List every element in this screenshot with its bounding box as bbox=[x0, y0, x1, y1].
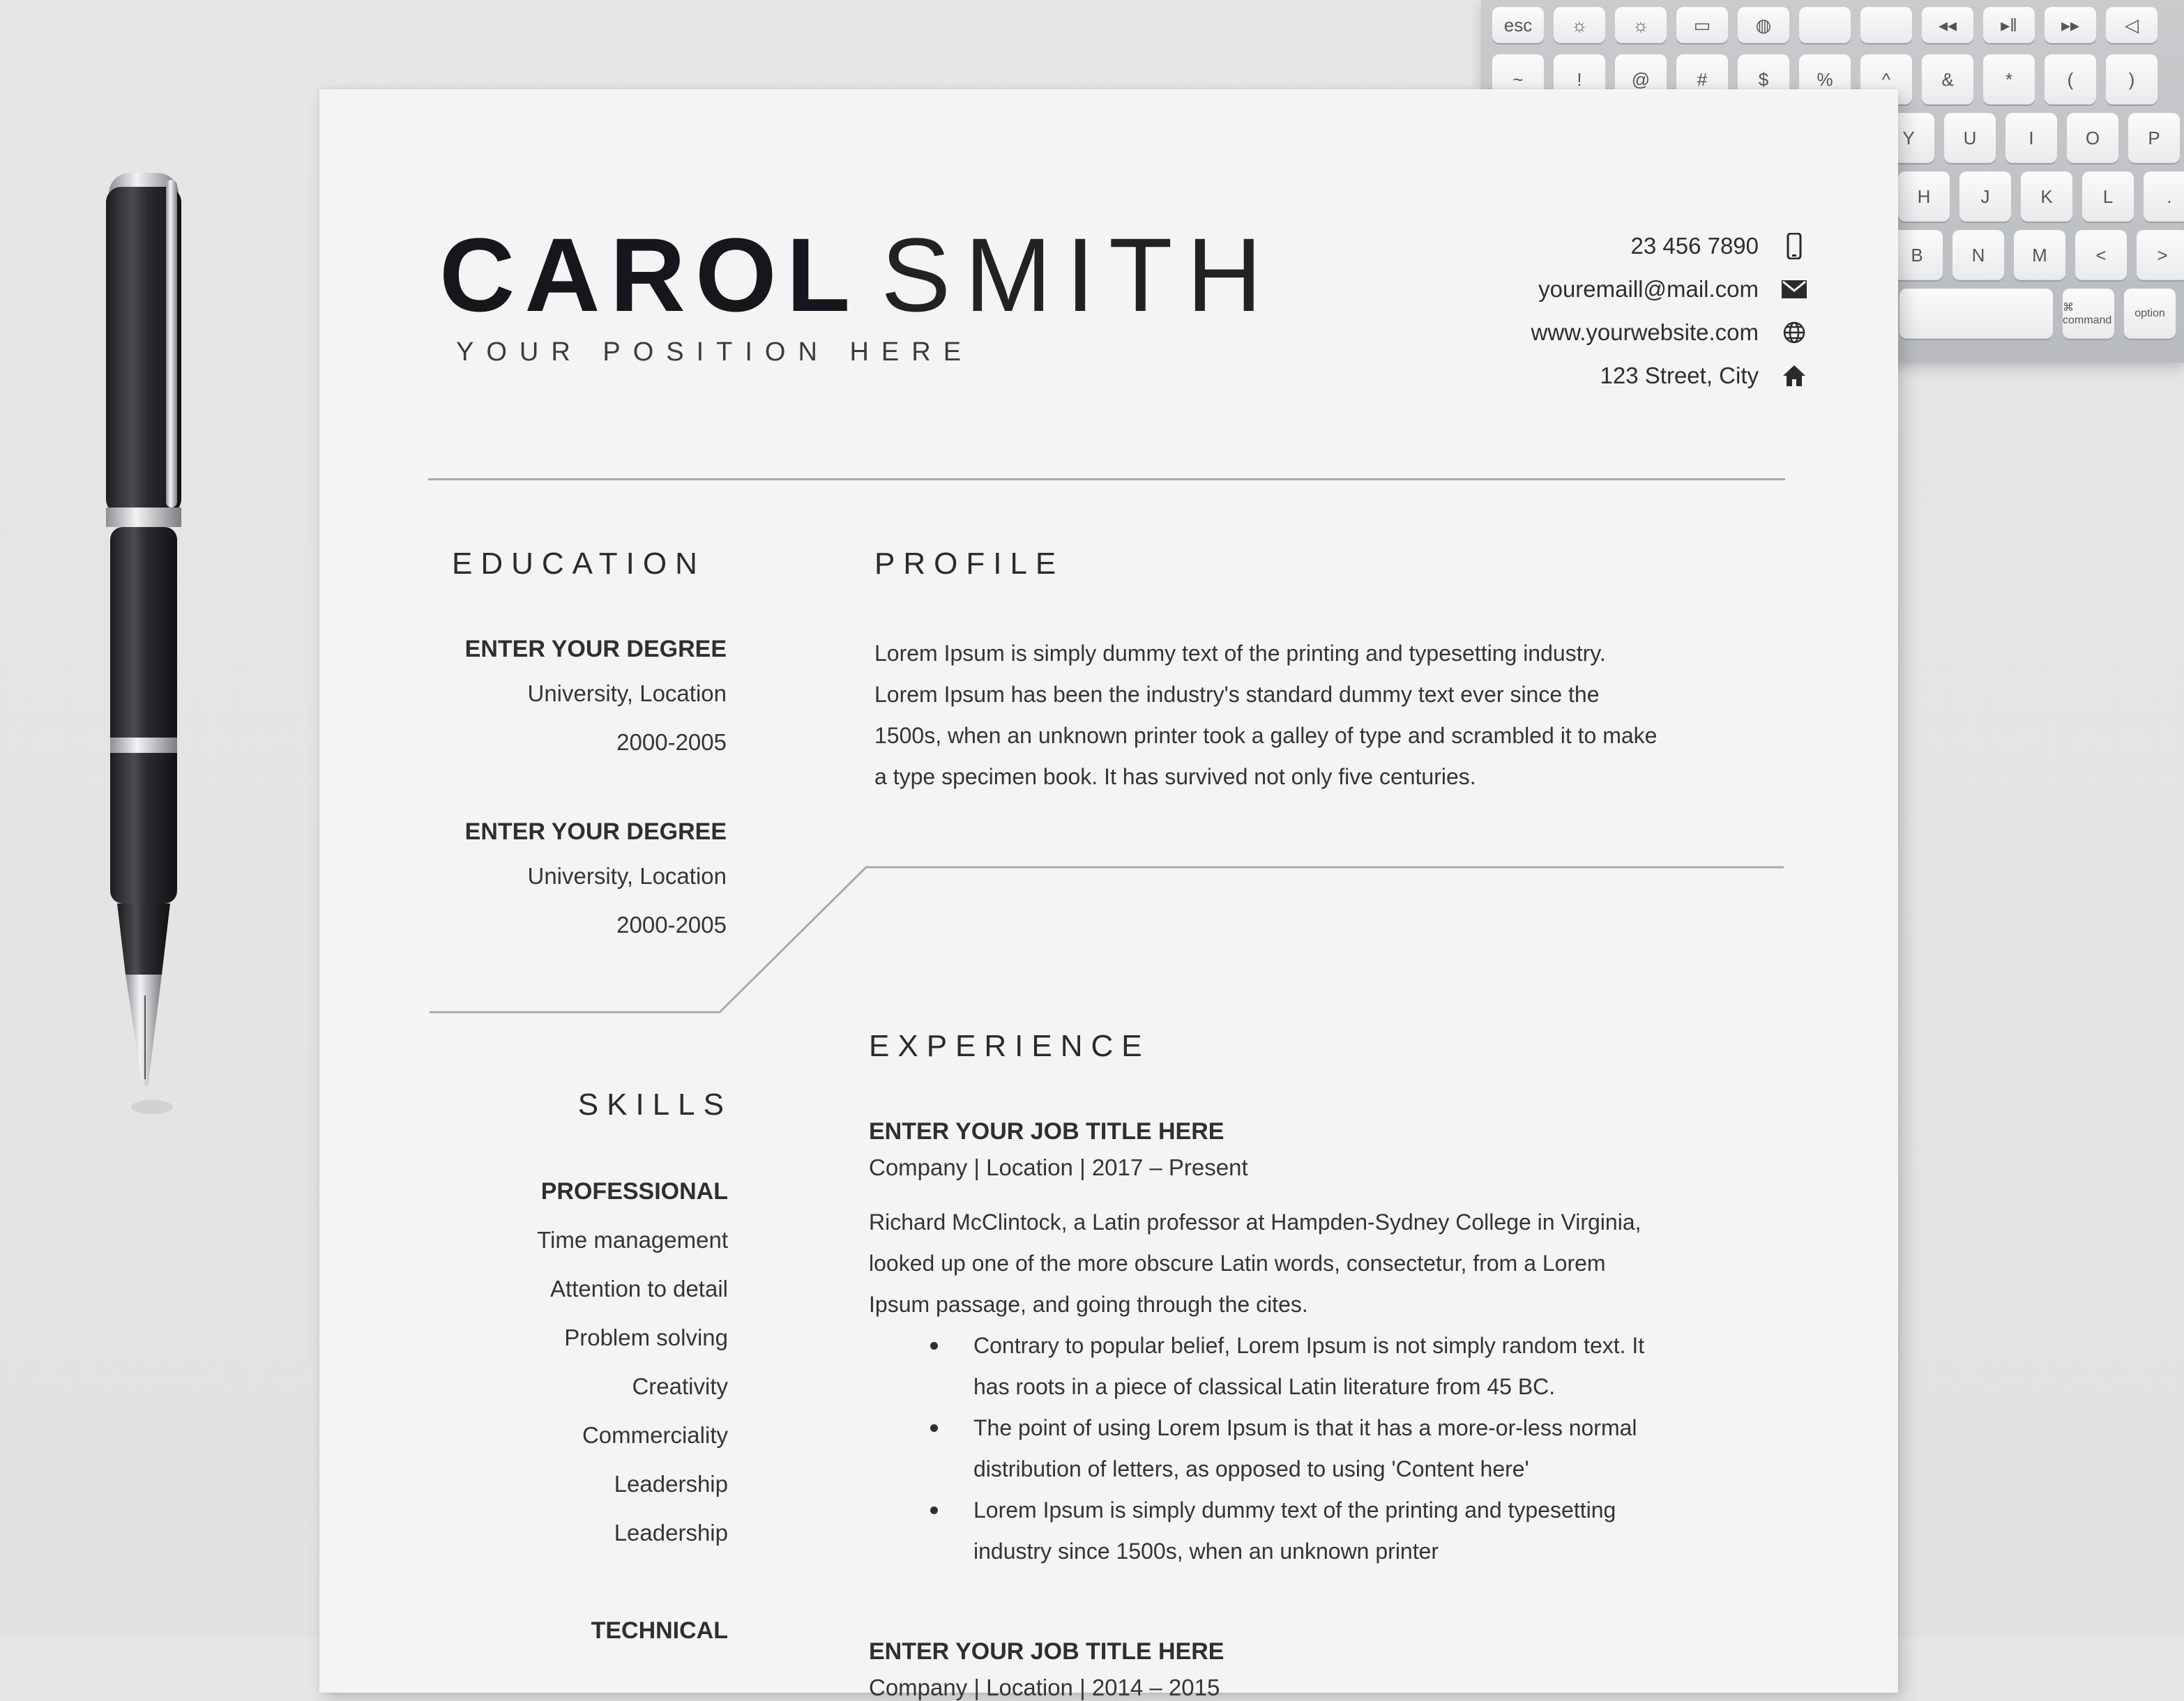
resume-page bbox=[319, 89, 1898, 1700]
key-forward: ▸▸ bbox=[2045, 7, 2096, 43]
key-h: H bbox=[1898, 171, 1950, 222]
bullet-dot bbox=[930, 1424, 938, 1432]
key-8: * bbox=[1983, 54, 2035, 105]
key-2: @ bbox=[1615, 54, 1667, 105]
website-text: www.yourwebsite.com bbox=[1531, 319, 1759, 345]
key-comma: < bbox=[2075, 230, 2127, 280]
bullet-line: has roots in a piece of classical Latin literature from 45 BC. bbox=[973, 1374, 1556, 1399]
experience-heading: EXPERIENCE bbox=[869, 1029, 1151, 1063]
key-period: > bbox=[2137, 230, 2184, 280]
key-j: J bbox=[1959, 171, 2011, 222]
education-years: 2000-2005 bbox=[616, 729, 727, 755]
job-entry bbox=[869, 1118, 1789, 1572]
bullet-item-cont bbox=[869, 1449, 1789, 1490]
bullet-line: industry since 1500s, when an unknown printer bbox=[973, 1539, 1439, 1564]
key-7: & bbox=[1922, 54, 1973, 105]
professional-skills-list bbox=[430, 1227, 728, 1569]
job-title: ENTER YOUR JOB TITLE HERE bbox=[869, 1638, 1224, 1665]
profile-line: 1500s, when an unknown printer took a galley of type and scrambled it to make bbox=[874, 723, 1658, 748]
profile-line: a type specimen book. It has survived not only five centuries. bbox=[874, 764, 1476, 789]
bullet-dot bbox=[930, 1342, 938, 1350]
key-dashboard: ◍ bbox=[1738, 7, 1789, 43]
skill-item: Leadership bbox=[614, 1471, 728, 1497]
key-y: Y bbox=[1883, 113, 1934, 163]
job-title: ENTER YOUR JOB TITLE HERE bbox=[869, 1118, 1224, 1145]
address-text: 123 Street, City bbox=[1600, 363, 1759, 388]
key-6: ^ bbox=[1860, 54, 1912, 105]
key-0: ) bbox=[2106, 54, 2158, 105]
profile-heading: PROFILE bbox=[874, 547, 1065, 581]
job-meta: Company | Location | 2014 – 2015 bbox=[869, 1675, 1220, 1700]
profile-line: Lorem Ipsum is simply dummy text of the printing and typesetting industry. bbox=[874, 641, 1606, 666]
education-heading: EDUCATION bbox=[452, 547, 706, 581]
skill-item: Attention to detail bbox=[549, 1276, 728, 1302]
key-play: ▸ǁ bbox=[1983, 7, 2035, 43]
professional-skills-label: PROFESSIONAL bbox=[540, 1178, 728, 1205]
key-l: L bbox=[2082, 171, 2134, 222]
email-text: youremaill@mail.com bbox=[1538, 276, 1759, 302]
skill-item: Problem solving bbox=[564, 1325, 728, 1350]
education-entry bbox=[430, 636, 727, 663]
bullet-item bbox=[869, 1408, 1789, 1449]
key-option: option bbox=[2124, 289, 2176, 339]
skill-item: Leadership bbox=[614, 1520, 728, 1546]
key-5: % bbox=[1799, 54, 1851, 105]
school-location: University, Location bbox=[527, 863, 727, 889]
bullet-line: distribution of letters, as opposed to using 'Content here' bbox=[973, 1456, 1529, 1481]
key-9: ( bbox=[2045, 54, 2096, 105]
position-title: YOUR POSITION HERE bbox=[456, 337, 974, 367]
key-mute: ◁ bbox=[2106, 7, 2158, 43]
skill-item: Time management bbox=[537, 1227, 728, 1253]
degree-title: ENTER YOUR DEGREE bbox=[464, 636, 727, 662]
key-f5 bbox=[1799, 7, 1851, 43]
job-description-line: Richard McClintock, a Latin professor at Hampden-Sydney College in Virginia, bbox=[869, 1210, 1641, 1235]
bullet-item-cont bbox=[869, 1366, 1789, 1408]
key-4: $ bbox=[1738, 54, 1789, 105]
profile-text bbox=[874, 633, 1781, 798]
key-brightness-up: ☼ bbox=[1615, 7, 1667, 43]
key-command: ⌘ command bbox=[2063, 289, 2114, 339]
bullet-item-cont bbox=[869, 1531, 1789, 1572]
key-space bbox=[1899, 289, 2053, 339]
bullet-line: Contrary to popular belief, Lorem Ipsum is not simply random text. It bbox=[973, 1333, 1645, 1358]
key-semicolon: . bbox=[2144, 171, 2184, 222]
key-p: P bbox=[2128, 113, 2180, 163]
job-meta: Company | Location | 2017 – Present bbox=[869, 1154, 1248, 1180]
job-description-line: Ipsum passage, and going through the cites. bbox=[869, 1292, 1308, 1317]
key-tilde: ~ bbox=[1492, 54, 1544, 105]
skill-item: Commerciality bbox=[582, 1422, 728, 1448]
key-o: O bbox=[2067, 113, 2118, 163]
bullet-line: The point of using Lorem Ipsum is that it has a more-or-less normal bbox=[973, 1415, 1637, 1440]
bullet-item bbox=[869, 1325, 1789, 1366]
skill-item: Creativity bbox=[632, 1373, 728, 1399]
key-esc: esc bbox=[1492, 7, 1544, 43]
key-brightness-down: ☼ bbox=[1554, 7, 1605, 43]
key-i: I bbox=[2005, 113, 2057, 163]
profile-line: Lorem Ipsum has been the industry's standard dummy text ever since the bbox=[874, 682, 1600, 707]
key-n: N bbox=[1952, 230, 2004, 280]
job-description-line: looked up one of the more obscure Latin words, consectetur, from a Lorem bbox=[869, 1251, 1606, 1276]
job-bullets bbox=[869, 1325, 1789, 1572]
technical-skills-label: TECHNICAL bbox=[591, 1617, 728, 1644]
bullet-line: Lorem Ipsum is simply dummy text of the printing and typesetting bbox=[973, 1497, 1616, 1523]
first-name: CAROL bbox=[439, 216, 860, 333]
key-b: B bbox=[1891, 230, 1943, 280]
key-f6 bbox=[1860, 7, 1912, 43]
degree-title: ENTER YOUR DEGREE bbox=[464, 818, 727, 845]
skills-heading: SKILLS bbox=[577, 1088, 732, 1122]
key-u: U bbox=[1944, 113, 1996, 163]
key-1: ! bbox=[1554, 54, 1605, 105]
job-entry bbox=[869, 1638, 1789, 1701]
key-rewind: ◂◂ bbox=[1922, 7, 1973, 43]
bullet-dot bbox=[930, 1507, 938, 1514]
phone-text: 23 456 7890 bbox=[1630, 233, 1759, 259]
key-k: K bbox=[2021, 171, 2072, 222]
education-entry bbox=[430, 818, 727, 846]
key-3: # bbox=[1676, 54, 1728, 105]
fountain-pen bbox=[102, 159, 199, 1121]
key-mission-control: ▭ bbox=[1676, 7, 1728, 43]
last-name: SMITH bbox=[881, 216, 1276, 333]
school-location: University, Location bbox=[527, 680, 727, 706]
bullet-item bbox=[869, 1490, 1789, 1531]
education-years: 2000-2005 bbox=[616, 912, 727, 938]
key-m: M bbox=[2014, 230, 2065, 280]
